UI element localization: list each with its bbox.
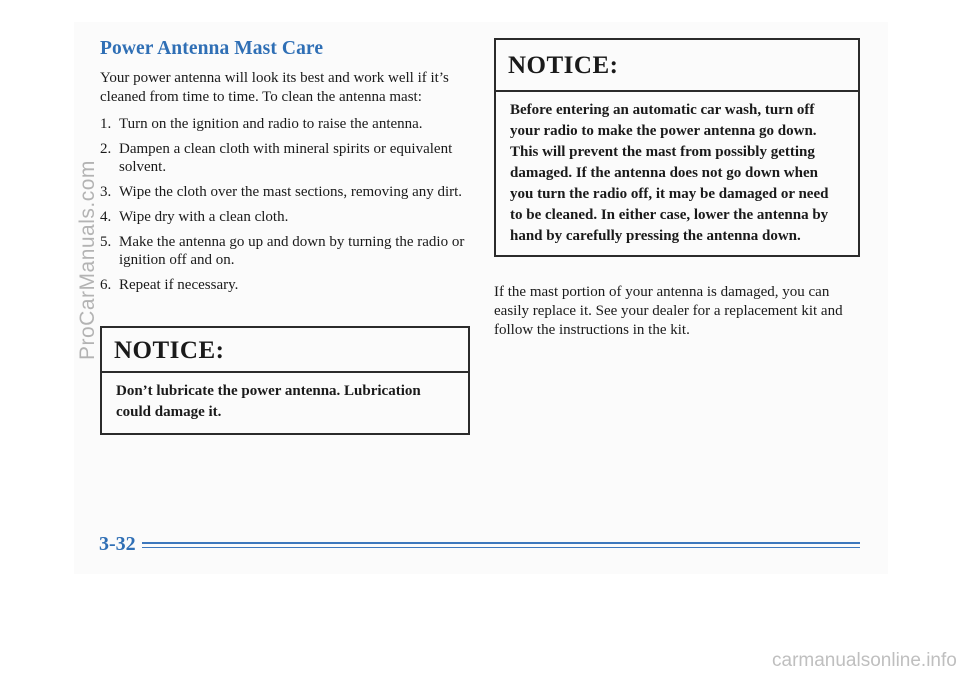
step-text: Repeat if necessary.	[119, 277, 239, 293]
footer-rule	[142, 542, 860, 544]
list-item	[100, 233, 472, 269]
notice-heading: NOTICE:	[102, 328, 468, 373]
step-text: Dampen a clean cloth with mineral spirits or equivalent solvent.	[119, 141, 453, 175]
intro-paragraph: Your power antenna will look its best and work well if it’s cleaned from time to time. To clean the antenna mast:	[100, 70, 449, 105]
notice-body: Before entering an automatic car wash, turn off your radio to make the power antenna go down. This will prevent the mast from possibly getting damaged. If the antenna does not go down when you turn the radio off, it may be damaged or need to be cleaned. In either case, lower the antenna by hand by carefully pressing the antenna down.	[510, 102, 829, 244]
cleaning-steps-list	[100, 115, 472, 294]
footer-rule-thin	[142, 547, 860, 548]
list-item	[100, 183, 472, 201]
notice-heading: NOTICE:	[496, 40, 858, 92]
step-number: 5.	[100, 234, 112, 250]
list-item	[100, 115, 472, 133]
left-column	[100, 38, 472, 301]
side-watermark: ProCarManuals.com	[76, 160, 99, 360]
section-title: Power Antenna Mast Care	[100, 38, 324, 59]
replacement-paragraph: If the mast portion of your antenna is damaged, you can easily replace it. See your dealer for a replacement kit and follow the instructions in the kit.	[494, 284, 843, 338]
step-number: 1.	[100, 116, 112, 132]
list-item	[100, 208, 472, 226]
step-text: Wipe dry with a clean cloth.	[119, 209, 289, 225]
site-watermark: carmanualsonline.info	[772, 650, 957, 671]
page-number: 3-32	[99, 533, 136, 555]
list-item	[100, 140, 472, 176]
step-number: 4.	[100, 209, 112, 225]
notice-body: Don’t lubricate the power antenna. Lubrication could damage it.	[116, 383, 421, 420]
step-text: Make the antenna go up and down by turning the radio or ignition off and on.	[119, 234, 465, 268]
step-number: 6.	[100, 277, 112, 293]
notice-box-lubrication	[100, 326, 470, 435]
step-number: 3.	[100, 184, 112, 200]
list-item	[100, 276, 472, 294]
step-number: 2.	[100, 141, 112, 157]
notice-box-car-wash	[494, 38, 860, 257]
step-text: Turn on the ignition and radio to raise the antenna.	[119, 116, 423, 132]
step-text: Wipe the cloth over the mast sections, removing any dirt.	[119, 184, 463, 200]
